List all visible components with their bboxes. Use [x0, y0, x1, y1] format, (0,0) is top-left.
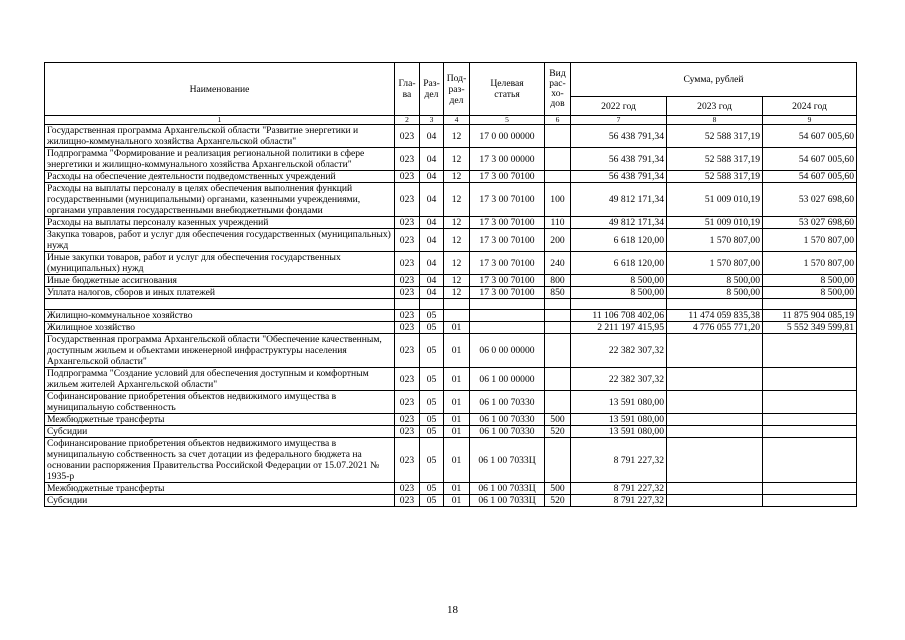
row-sum-2023: [667, 334, 763, 368]
row-name: Межбюджетные трансферты: [45, 414, 395, 426]
row-tselevaya-statya: 17 0 00 00000: [470, 125, 545, 148]
row-sum-2022: 13 591 080,00: [571, 391, 667, 414]
row-razdel: 05: [420, 322, 444, 334]
row-sum-2024: 1 570 807,00: [763, 252, 857, 275]
row-vid-rashodov: [545, 334, 571, 368]
row-razdel: 05: [420, 483, 444, 495]
row-sum-2022: 56 438 791,34: [571, 171, 667, 183]
row-sum-2022: 13 591 080,00: [571, 414, 667, 426]
row-tselevaya-statya: 17 3 00 70100: [470, 275, 545, 287]
row-vid-rashodov: 240: [545, 252, 571, 275]
row-tselevaya-statya: [470, 322, 545, 334]
row-vid-rashodov: 850: [545, 287, 571, 299]
table-row: [45, 426, 857, 438]
table-row: [45, 217, 857, 229]
row-sum-2022: 8 791 227,32: [571, 438, 667, 483]
row-podrazdel: 12: [444, 125, 470, 148]
row-glava: 023: [395, 252, 420, 275]
row-sum-2022: 8 791 227,32: [571, 495, 667, 507]
row-glava: 023: [395, 495, 420, 507]
row-sum-2023: 4 776 055 771,20: [667, 322, 763, 334]
row-tselevaya-statya: 06 0 00 00000: [470, 334, 545, 368]
row-sum-2023: [667, 426, 763, 438]
row-sum-2022: [571, 299, 667, 310]
row-sum-2023: [667, 368, 763, 391]
row-podrazdel: [444, 310, 470, 322]
row-glava: 023: [395, 368, 420, 391]
column-number: 6: [545, 116, 571, 125]
row-podrazdel: 01: [444, 391, 470, 414]
row-vid-rashodov: [545, 125, 571, 148]
row-sum-2022: 13 591 080,00: [571, 426, 667, 438]
row-sum-2023: 11 474 059 835,38: [667, 310, 763, 322]
table-row: [45, 125, 857, 148]
row-razdel: 04: [420, 183, 444, 217]
header-razdel: Раз- дел: [420, 63, 444, 116]
row-podrazdel: 12: [444, 148, 470, 171]
header-summa: Сумма, рублей: [571, 63, 857, 97]
row-glava: [395, 299, 420, 310]
row-razdel: 05: [420, 391, 444, 414]
row-sum-2022: 49 812 171,34: [571, 183, 667, 217]
header-glava: Гла- ва: [395, 63, 420, 116]
row-vid-rashodov: [545, 322, 571, 334]
table-row: [45, 495, 857, 507]
row-sum-2023: 51 009 010,19: [667, 183, 763, 217]
column-number: 7: [571, 116, 667, 125]
row-name: Государственная программа Архангельской области "Развитие энергетики и жилищно-коммунального хозяйства Архангельской области": [45, 125, 395, 148]
row-tselevaya-statya: 17 3 00 00000: [470, 148, 545, 171]
row-sum-2024: 54 607 005,60: [763, 148, 857, 171]
row-razdel: 04: [420, 252, 444, 275]
row-razdel: 04: [420, 287, 444, 299]
header-year-2023: 2023 год: [667, 97, 763, 116]
row-razdel: 05: [420, 495, 444, 507]
row-sum-2022: 8 791 227,32: [571, 483, 667, 495]
column-number: 1: [45, 116, 395, 125]
row-vid-rashodov: [545, 299, 571, 310]
column-number: 3: [420, 116, 444, 125]
row-vid-rashodov: 200: [545, 229, 571, 252]
table-row: [45, 252, 857, 275]
row-razdel: 04: [420, 148, 444, 171]
row-name: Подпрограмма "Формирование и реализация региональной политики в сфере энергетики и жилищно-коммунального хозяйства Архангельской области": [45, 148, 395, 171]
row-sum-2024: [763, 495, 857, 507]
row-sum-2023: 52 588 317,19: [667, 171, 763, 183]
row-name: Иные бюджетные ассигнования: [45, 275, 395, 287]
row-sum-2023: [667, 414, 763, 426]
row-glava: 023: [395, 426, 420, 438]
row-glava: 023: [395, 391, 420, 414]
row-tselevaya-statya: 06 1 00 70330: [470, 391, 545, 414]
page-number: 18: [447, 604, 458, 616]
row-razdel: 04: [420, 229, 444, 252]
row-sum-2023: 1 570 807,00: [667, 229, 763, 252]
row-razdel: 04: [420, 171, 444, 183]
header-year-2024: 2024 год: [763, 97, 857, 116]
row-vid-rashodov: 520: [545, 495, 571, 507]
row-razdel: 04: [420, 275, 444, 287]
row-vid-rashodov: 500: [545, 483, 571, 495]
table-row: [45, 438, 857, 483]
table-row: [45, 171, 857, 183]
row-tselevaya-statya: 17 3 00 70100: [470, 171, 545, 183]
row-glava: 023: [395, 322, 420, 334]
row-tselevaya-statya: 17 3 00 70100: [470, 229, 545, 252]
row-sum-2024: 54 607 005,60: [763, 171, 857, 183]
row-sum-2023: 8 500,00: [667, 275, 763, 287]
row-glava: 023: [395, 287, 420, 299]
row-podrazdel: 12: [444, 252, 470, 275]
header-tselevaya-statya: Целевая статья: [470, 63, 545, 116]
row-razdel: 05: [420, 310, 444, 322]
row-vid-rashodov: [545, 148, 571, 171]
row-sum-2024: 1 570 807,00: [763, 229, 857, 252]
row-podrazdel: 12: [444, 217, 470, 229]
row-sum-2023: 8 500,00: [667, 287, 763, 299]
row-sum-2023: [667, 391, 763, 414]
row-podrazdel: 12: [444, 287, 470, 299]
row-name: Жилищное хозяйство: [45, 322, 395, 334]
row-vid-rashodov: 520: [545, 426, 571, 438]
header-vid-rashodov: Вид рас- хо- дов: [545, 63, 571, 116]
row-glava: 023: [395, 438, 420, 483]
column-number: 8: [667, 116, 763, 125]
row-sum-2024: 5 552 349 599,81: [763, 322, 857, 334]
row-name: [45, 299, 395, 310]
table-row: [45, 322, 857, 334]
row-tselevaya-statya: [470, 310, 545, 322]
row-glava: 023: [395, 414, 420, 426]
row-name: Межбюджетные трансферты: [45, 483, 395, 495]
row-glava: 023: [395, 183, 420, 217]
row-podrazdel: 12: [444, 229, 470, 252]
table-row: [45, 275, 857, 287]
row-sum-2023: [667, 483, 763, 495]
row-sum-2024: [763, 483, 857, 495]
row-glava: 023: [395, 125, 420, 148]
row-name: Уплата налогов, сборов и иных платежей: [45, 287, 395, 299]
row-name: Государственная программа Архангельской области "Обеспечение качественным, доступным жильем и объектами инженерной инфраструктуры населения Архангельской области": [45, 334, 395, 368]
table-row: [45, 391, 857, 414]
row-razdel: 04: [420, 125, 444, 148]
row-sum-2023: 51 009 010,19: [667, 217, 763, 229]
row-vid-rashodov: [545, 391, 571, 414]
row-podrazdel: 01: [444, 426, 470, 438]
row-sum-2024: 53 027 698,60: [763, 183, 857, 217]
row-podrazdel: 12: [444, 183, 470, 217]
row-sum-2022: 2 211 197 415,95: [571, 322, 667, 334]
table-row: [45, 229, 857, 252]
row-tselevaya-statya: 06 1 00 70330: [470, 414, 545, 426]
row-podrazdel: 01: [444, 495, 470, 507]
row-sum-2024: [763, 391, 857, 414]
row-name: Жилищно-коммунальное хозяйство: [45, 310, 395, 322]
row-glava: 023: [395, 148, 420, 171]
header-podrazdel: Под- раз- дел: [444, 63, 470, 116]
row-name: Субсидии: [45, 495, 395, 507]
column-number: 9: [763, 116, 857, 125]
row-podrazdel: 01: [444, 322, 470, 334]
row-tselevaya-statya: 17 3 00 70100: [470, 217, 545, 229]
table-row: [45, 414, 857, 426]
table-row: [45, 310, 857, 322]
row-glava: 023: [395, 217, 420, 229]
row-sum-2022: 8 500,00: [571, 275, 667, 287]
row-sum-2022: 56 438 791,34: [571, 125, 667, 148]
row-sum-2023: 52 588 317,19: [667, 148, 763, 171]
row-podrazdel: 01: [444, 368, 470, 391]
row-glava: 023: [395, 171, 420, 183]
row-name: Расходы на выплаты персоналу казенных учреждений: [45, 217, 395, 229]
column-numbers-row: [45, 116, 857, 125]
row-tselevaya-statya: 17 3 00 70100: [470, 287, 545, 299]
row-sum-2024: 54 607 005,60: [763, 125, 857, 148]
row-tselevaya-statya: 06 1 00 7033Ц: [470, 438, 545, 483]
row-podrazdel: 12: [444, 275, 470, 287]
table-row: [45, 334, 857, 368]
row-name: Расходы на обеспечение деятельности подведомственных учреждений: [45, 171, 395, 183]
row-tselevaya-statya: 06 1 00 7033Ц: [470, 483, 545, 495]
table-row: [45, 368, 857, 391]
row-vid-rashodov: [545, 171, 571, 183]
row-sum-2023: [667, 495, 763, 507]
row-name: Подпрограмма "Создание условий для обеспечения доступным и комфортным жильем жителей Архангельской области": [45, 368, 395, 391]
row-sum-2024: [763, 438, 857, 483]
row-sum-2024: [763, 368, 857, 391]
row-glava: 023: [395, 334, 420, 368]
row-tselevaya-statya: [470, 299, 545, 310]
row-razdel: [420, 299, 444, 310]
row-sum-2022: 22 382 307,32: [571, 334, 667, 368]
row-vid-rashodov: [545, 310, 571, 322]
table-row: [45, 483, 857, 495]
column-number: 4: [444, 116, 470, 125]
row-podrazdel: 01: [444, 438, 470, 483]
table-row: [45, 183, 857, 217]
row-sum-2024: 8 500,00: [763, 275, 857, 287]
row-razdel: 05: [420, 414, 444, 426]
row-sum-2022: 11 106 708 402,06: [571, 310, 667, 322]
row-vid-rashodov: 110: [545, 217, 571, 229]
row-podrazdel: 01: [444, 414, 470, 426]
row-vid-rashodov: 100: [545, 183, 571, 217]
row-sum-2024: [763, 299, 857, 310]
row-glava: 023: [395, 275, 420, 287]
row-tselevaya-statya: 17 3 00 70100: [470, 252, 545, 275]
column-number: 5: [470, 116, 545, 125]
table-row: [45, 287, 857, 299]
row-tselevaya-statya: 06 1 00 70330: [470, 426, 545, 438]
row-sum-2022: 6 618 120,00: [571, 252, 667, 275]
row-name: Расходы на выплаты персоналу в целях обеспечения выполнения функций государственными (муниципальными) органами, казенными учреждениями, органами управления государственными внебюджетными фондами: [45, 183, 395, 217]
row-name: Закупка товаров, работ и услуг для обеспечения государственных (муниципальных) нужд: [45, 229, 395, 252]
row-podrazdel: 01: [444, 334, 470, 368]
table-row: [45, 148, 857, 171]
row-glava: 023: [395, 483, 420, 495]
header-name: Наименование: [45, 63, 395, 116]
row-name: Субсидии: [45, 426, 395, 438]
column-number: 2: [395, 116, 420, 125]
row-sum-2023: [667, 299, 763, 310]
row-sum-2022: 22 382 307,32: [571, 368, 667, 391]
row-vid-rashodov: 800: [545, 275, 571, 287]
budget-table-sheet: [44, 62, 856, 507]
row-sum-2022: 6 618 120,00: [571, 229, 667, 252]
table-row: [45, 299, 857, 310]
row-name: Иные закупки товаров, работ и услуг для обеспечения государственных (муниципальных) нужд: [45, 252, 395, 275]
row-sum-2024: 11 875 904 085,19: [763, 310, 857, 322]
row-sum-2024: [763, 414, 857, 426]
row-vid-rashodov: [545, 438, 571, 483]
row-name: Софинансирование приобретения объектов недвижимого имущества в муниципальную собственность: [45, 391, 395, 414]
row-razdel: 05: [420, 368, 444, 391]
row-sum-2023: 52 588 317,19: [667, 125, 763, 148]
row-vid-rashodov: [545, 368, 571, 391]
row-sum-2022: 56 438 791,34: [571, 148, 667, 171]
row-glava: 023: [395, 229, 420, 252]
row-tselevaya-statya: 17 3 00 70100: [470, 183, 545, 217]
row-sum-2024: 53 027 698,60: [763, 217, 857, 229]
row-podrazdel: 01: [444, 483, 470, 495]
row-podrazdel: 12: [444, 171, 470, 183]
row-sum-2024: 8 500,00: [763, 287, 857, 299]
row-sum-2023: 1 570 807,00: [667, 252, 763, 275]
row-tselevaya-statya: 06 1 00 7033Ц: [470, 495, 545, 507]
row-sum-2022: 8 500,00: [571, 287, 667, 299]
budget-table: [44, 62, 857, 507]
row-sum-2024: [763, 334, 857, 368]
row-sum-2024: [763, 426, 857, 438]
row-vid-rashodov: 500: [545, 414, 571, 426]
row-sum-2023: [667, 438, 763, 483]
row-name: Софинансирование приобретения объектов недвижимого имущества в муниципальную собственность за счет дотации из федерального бюджета на основании распоряжения Правительства Российской Федерации от 15.07.2021 № 1935-р: [45, 438, 395, 483]
row-razdel: 05: [420, 426, 444, 438]
row-razdel: 05: [420, 334, 444, 368]
row-sum-2022: 49 812 171,34: [571, 217, 667, 229]
row-razdel: 04: [420, 217, 444, 229]
row-glava: 023: [395, 310, 420, 322]
row-tselevaya-statya: 06 1 00 00000: [470, 368, 545, 391]
row-podrazdel: [444, 299, 470, 310]
row-razdel: 05: [420, 438, 444, 483]
header-year-2022: 2022 год: [571, 97, 667, 116]
